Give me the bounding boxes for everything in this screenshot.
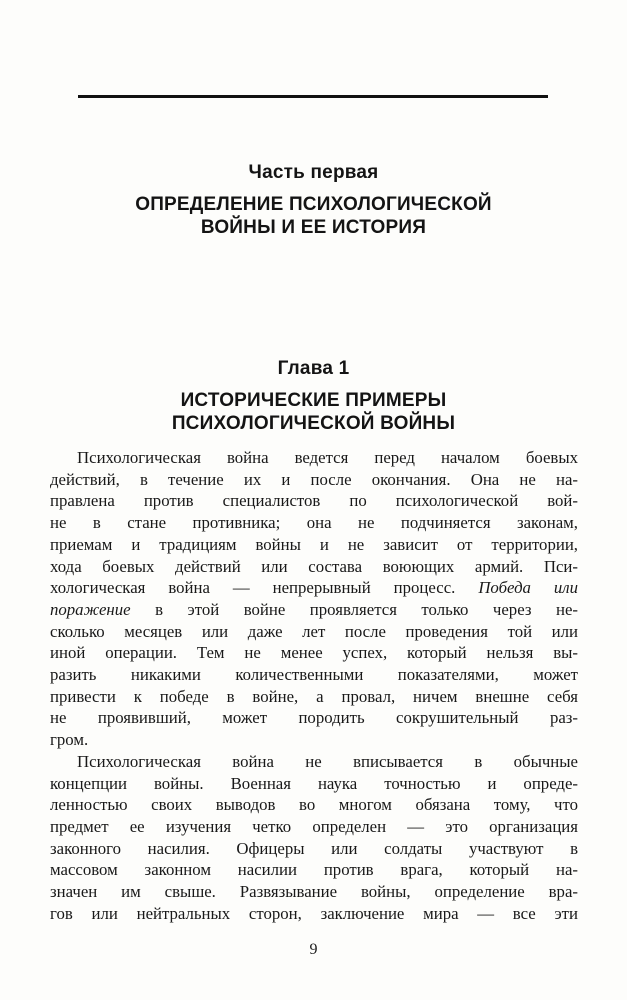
text-line: значен им свыше. Развязывание войны, определение вра- <box>50 882 578 902</box>
text-line: приемам и традициям войны и не зависит от территории, <box>50 534 578 554</box>
text-line: привести к победе в войне, а провал, ничем внешне себя <box>50 686 578 706</box>
text-line: разить никакими количественными показателями, может <box>50 665 578 685</box>
text-line: действий, в течение их и после окончания. Она не на- <box>50 469 578 489</box>
page-number: 9 <box>309 941 318 958</box>
text-line: не проявивший, может породить сокрушительный раз- <box>50 708 578 728</box>
text-line: правлена против специалистов по психологической вой- <box>50 491 578 511</box>
text-line: не в стане противника; она не подчиняется законам, <box>50 513 578 533</box>
text-line: концепции войны. Военная наука точностью и опреде- <box>50 773 578 793</box>
text-line: сколько месяцев или даже лет после проведения той или <box>50 621 578 641</box>
text-line: поражение в этой войне проявляется только через не- <box>50 599 578 619</box>
chapter-heading <box>0 357 627 435</box>
body-text <box>50 447 578 924</box>
paragraph <box>50 751 578 925</box>
text-line: предмет ее изучения четко определен — это организация <box>50 816 578 836</box>
text-line: иной операции. Тем не менее успех, который нельзя вы- <box>50 643 578 663</box>
top-rule <box>78 95 548 98</box>
text-line: ленностью своих выводов во многом обязана тому, что <box>50 795 578 815</box>
text-line: Психологическая война не вписывается в обычные <box>77 751 578 771</box>
text-line: законного насилия. Офицеры или солдаты участвуют в <box>50 838 578 858</box>
chapter-kicker: Глава 1 <box>277 358 350 379</box>
part-title-line-1: ОПРЕДЕЛЕНИЕ ПСИХОЛОГИЧЕСКОЙ <box>135 194 492 215</box>
text-line: гов или нейтральных сторон, заключение мира — все эти <box>50 903 578 923</box>
part-kicker: Часть первая <box>248 162 379 183</box>
text-line: хода боевых действий или состава воюющих армий. Пси- <box>50 556 578 576</box>
text-line: гром. <box>50 730 89 750</box>
text-line: Психологическая война ведется перед началом боевых <box>77 448 578 467</box>
chapter-title-line-1: ИСТОРИЧЕСКИЕ ПРИМЕРЫ <box>180 390 447 411</box>
part-heading <box>0 161 627 239</box>
part-title-line-2: ВОЙНЫ И ЕЕ ИСТОРИЯ <box>200 217 427 238</box>
paragraph <box>50 447 578 751</box>
text-line: массовом законном насилии против врага, который на- <box>50 860 578 880</box>
text-line: хологическая война — непрерывный процесс. Победа или <box>50 578 579 598</box>
chapter-title-line-2: ПСИХОЛОГИЧЕСКОЙ ВОЙНЫ <box>171 413 456 434</box>
